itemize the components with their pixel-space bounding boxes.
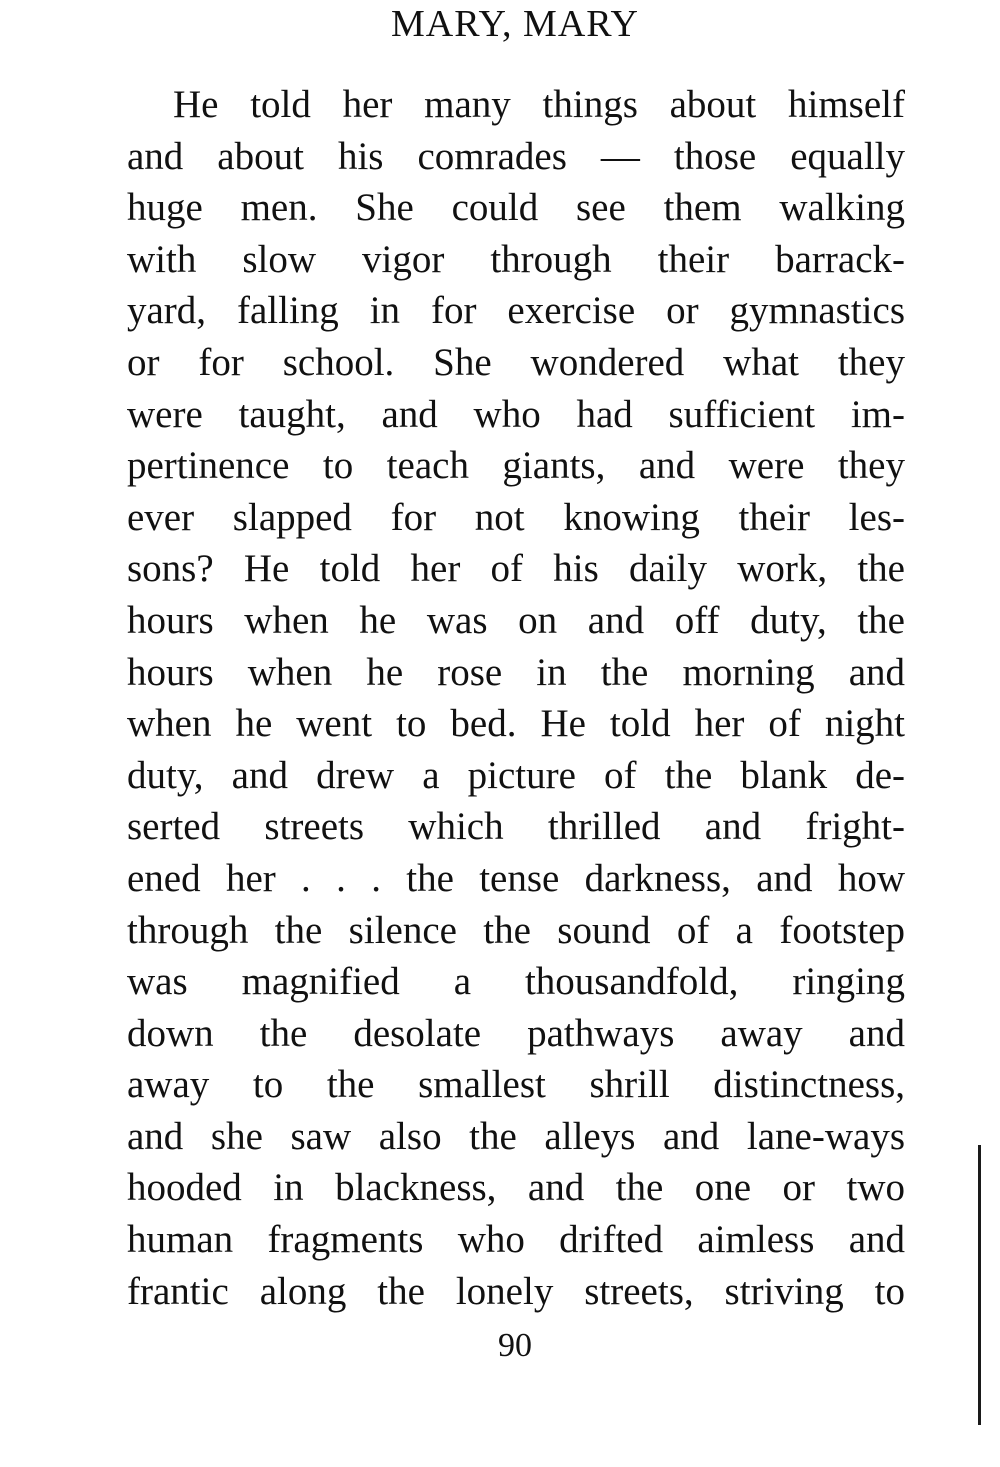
text-line: and about his comrades — those equally — [127, 134, 905, 178]
page-number: 90 — [498, 1327, 532, 1364]
text-line: with slow vigor through their barrack- — [127, 237, 905, 281]
text-line: hooded in blackness, and the one or two — [127, 1166, 905, 1210]
text-line: ever slapped for not knowing their les- — [127, 495, 905, 539]
text-line: ened her . . . the tense darkness, and how — [127, 856, 905, 900]
text-line: hours when he rose in the morning and — [127, 650, 905, 694]
running-head: MARY, MARY — [391, 3, 639, 45]
text-line: frantic along the lonely streets, striving to — [127, 1269, 905, 1313]
text-line: was magnified a thousandfold, ringing — [127, 960, 905, 1004]
text-line: duty, and drew a picture of the blank de- — [127, 753, 905, 797]
text-line: down the desolate pathways away and — [127, 1011, 905, 1055]
page-edge-line — [978, 1145, 981, 1425]
text-line: yard, falling in for exercise or gymnastics — [127, 289, 905, 333]
text-line: human fragments who drifted aimless and — [127, 1218, 905, 1262]
text-line: hours when he was on and off duty, the — [127, 598, 905, 642]
text-line: huge men. She could see them walking — [127, 186, 905, 230]
text-line: when he went to bed. He told her of night — [127, 702, 905, 746]
text-line: He told her many things about himself — [173, 83, 905, 126]
text-line: serted streets which thrilled and fright- — [127, 805, 905, 849]
text-line: away to the smallest shrill distinctness, — [127, 1063, 905, 1107]
text-line: were taught, and who had sufficient im- — [127, 392, 905, 436]
body-text — [127, 79, 905, 1317]
text-line: or for school. She wondered what they — [127, 340, 905, 384]
text-line: and she saw also the alleys and lane-ways — [127, 1114, 905, 1158]
text-line: through the silence the sound of a footstep — [127, 908, 905, 952]
text-line: sons? He told her of his daily work, the — [127, 547, 905, 591]
text-line: pertinence to teach giants, and were they — [127, 444, 905, 488]
